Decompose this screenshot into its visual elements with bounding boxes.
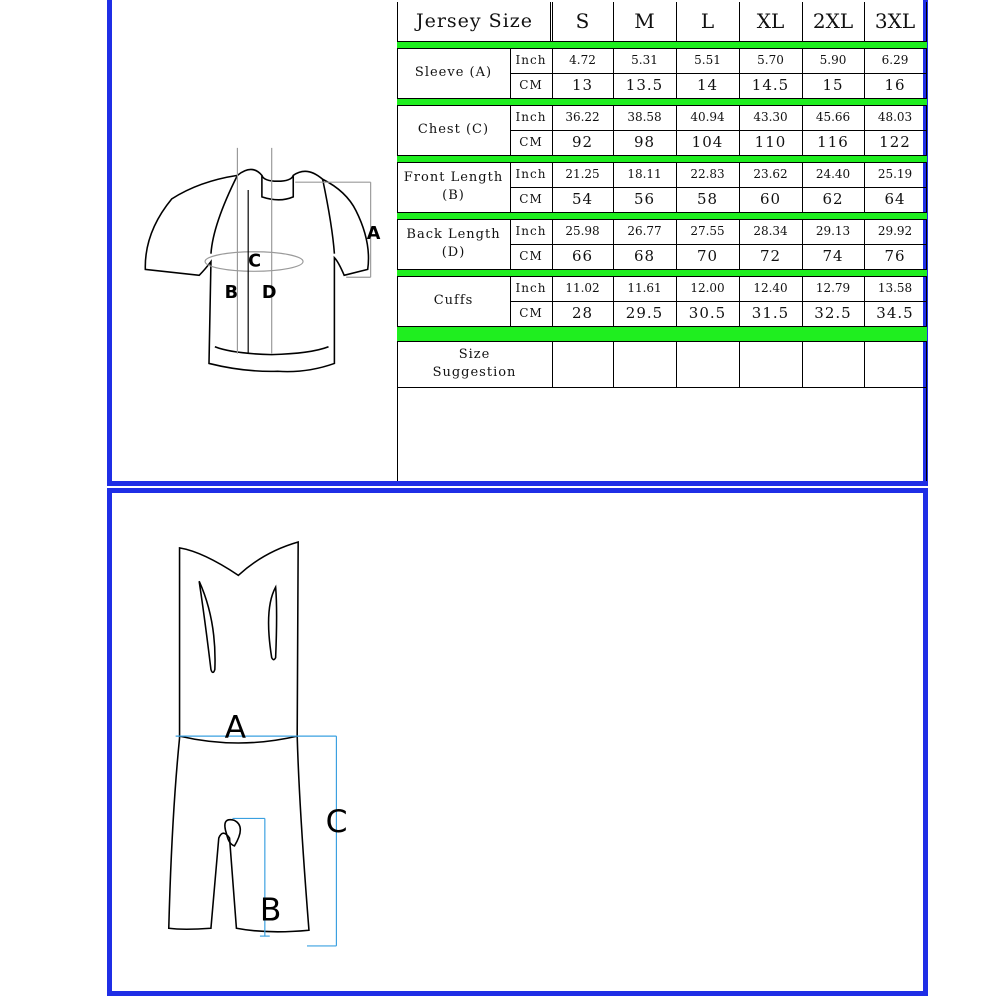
inch-value: 12.40 <box>753 281 788 296</box>
cm-value: 13 <box>571 75 594 94</box>
inch-value: 5.90 <box>819 53 847 68</box>
grid-line <box>926 341 927 387</box>
cm-value: 54 <box>571 189 594 208</box>
measurement-label <box>397 105 510 155</box>
cm-value: 13.5 <box>625 75 664 94</box>
inch-value: 29.92 <box>877 224 913 239</box>
cm-value: 98 <box>633 132 656 151</box>
size-header-3xl: 3XL <box>874 9 916 33</box>
label-a: A <box>366 224 381 245</box>
cm-value: 74 <box>822 246 844 265</box>
cm-value: 28 <box>571 303 594 322</box>
cm-value: 29.5 <box>625 303 664 322</box>
green-separator <box>397 327 927 341</box>
cm-value: 110 <box>754 132 787 151</box>
size-header-xl: XL <box>756 9 785 33</box>
cm-value: 58 <box>696 189 719 208</box>
inch-value: 5.70 <box>757 53 784 68</box>
inch-value: 25.98 <box>565 224 600 239</box>
measurement-label-line: Front Length <box>403 170 504 186</box>
cm-value: 32.5 <box>814 303 852 322</box>
inch-value: 11.02 <box>565 281 600 296</box>
cm-value: 70 <box>696 246 719 265</box>
unit-cm: CM <box>519 135 543 150</box>
measurement-label <box>397 219 510 269</box>
unit-inch: Inch <box>515 110 547 125</box>
unit-inch: Inch <box>515 53 547 68</box>
measurement-label-line: Chest (C) <box>417 122 490 138</box>
cm-value: 31.5 <box>751 303 790 322</box>
inch-value: 5.51 <box>694 53 721 68</box>
grid-line <box>926 276 927 326</box>
cm-value: 34.5 <box>876 303 914 322</box>
label-b: B <box>259 892 282 929</box>
cm-value: 60 <box>759 189 782 208</box>
cm-value: 15 <box>822 75 844 94</box>
size-suggestion-title-line: Suggestion <box>432 365 517 380</box>
inch-value: 18.11 <box>627 167 662 182</box>
inch-value: 40.94 <box>690 110 725 125</box>
measurement-label <box>397 276 510 326</box>
cm-value: 72 <box>759 246 782 265</box>
cm-value: 122 <box>879 132 911 151</box>
jersey-diagram <box>112 0 402 481</box>
shorts-diagram <box>112 493 402 991</box>
label-a: A <box>224 710 247 747</box>
unit-inch: Inch <box>515 224 547 239</box>
unit-cm: CM <box>519 192 543 207</box>
cm-value: 64 <box>884 189 906 208</box>
cm-value: 68 <box>633 246 656 265</box>
size-suggestion-title-line: Size <box>458 347 491 363</box>
inch-value: 29.13 <box>815 224 851 239</box>
measurement-label-line: (D) <box>441 245 466 260</box>
grid-line <box>926 219 927 269</box>
unit-cm: CM <box>519 249 543 264</box>
cm-value: 92 <box>571 132 594 151</box>
grid-line <box>739 341 740 387</box>
inch-value: 22.83 <box>690 167 725 182</box>
grid-line <box>864 341 865 387</box>
inch-value: 38.58 <box>627 110 662 125</box>
measurement-label-line: (B) <box>442 188 465 203</box>
inch-value: 11.61 <box>627 281 662 296</box>
grid-line <box>926 162 927 212</box>
measurement-label-line: Cuffs <box>433 293 474 309</box>
grid-line <box>926 105 927 155</box>
grid-line <box>397 387 926 388</box>
inch-value: 13.58 <box>877 281 913 296</box>
unit-cm: CM <box>519 306 543 321</box>
inch-value: 48.03 <box>877 110 913 125</box>
grid-line <box>552 341 553 387</box>
cm-value: 116 <box>817 132 849 151</box>
measurement-label <box>397 48 510 98</box>
unit-inch: Inch <box>515 281 547 296</box>
size-header-m: M <box>634 9 655 33</box>
size-header-2xl: 2XL <box>812 9 854 33</box>
inch-value: 26.77 <box>627 224 662 239</box>
size-header-s: S <box>575 9 590 33</box>
cm-value: 56 <box>633 189 656 208</box>
inch-value: 5.31 <box>631 53 658 68</box>
grid-line <box>613 341 614 387</box>
grid-line <box>676 341 677 387</box>
grid-line <box>926 48 927 98</box>
inch-value: 24.40 <box>815 167 851 182</box>
inch-value: 4.72 <box>569 53 596 68</box>
measurement-label-line: Sleeve (A) <box>414 65 493 81</box>
unit-inch: Inch <box>515 167 547 182</box>
inch-value: 12.00 <box>690 281 725 296</box>
inch-value: 36.22 <box>565 110 600 125</box>
cm-value: 30.5 <box>688 303 727 322</box>
cm-value: 14 <box>696 75 719 94</box>
inch-value: 12.79 <box>815 281 851 296</box>
label-d: D <box>261 282 277 303</box>
inch-value: 43.30 <box>753 110 788 125</box>
inch-value: 25.19 <box>877 167 913 182</box>
measurement-label <box>397 162 510 212</box>
inch-value: 27.55 <box>690 224 725 239</box>
cm-value: 16 <box>884 75 906 94</box>
inch-value: 6.29 <box>881 53 909 68</box>
inch-value: 28.34 <box>753 224 788 239</box>
label-c: C <box>325 804 348 841</box>
size-suggestion-title <box>397 341 552 387</box>
cm-value: 104 <box>691 132 724 151</box>
inch-value: 45.66 <box>815 110 851 125</box>
measurement-label-line: Back Length <box>406 227 501 243</box>
inch-value: 23.62 <box>753 167 788 182</box>
jersey-title: Jersey Size <box>415 9 534 32</box>
cm-value: 66 <box>571 246 594 265</box>
cm-value: 14.5 <box>751 75 790 94</box>
unit-cm: CM <box>519 78 543 93</box>
shorts-size-panel <box>107 488 928 996</box>
grid-line <box>802 341 803 387</box>
size-header-l: L <box>700 9 715 33</box>
label-b: B <box>224 282 239 303</box>
cm-value: 76 <box>884 246 906 265</box>
cm-value: 62 <box>822 189 844 208</box>
label-c: C <box>248 251 262 272</box>
inch-value: 21.25 <box>565 167 600 182</box>
